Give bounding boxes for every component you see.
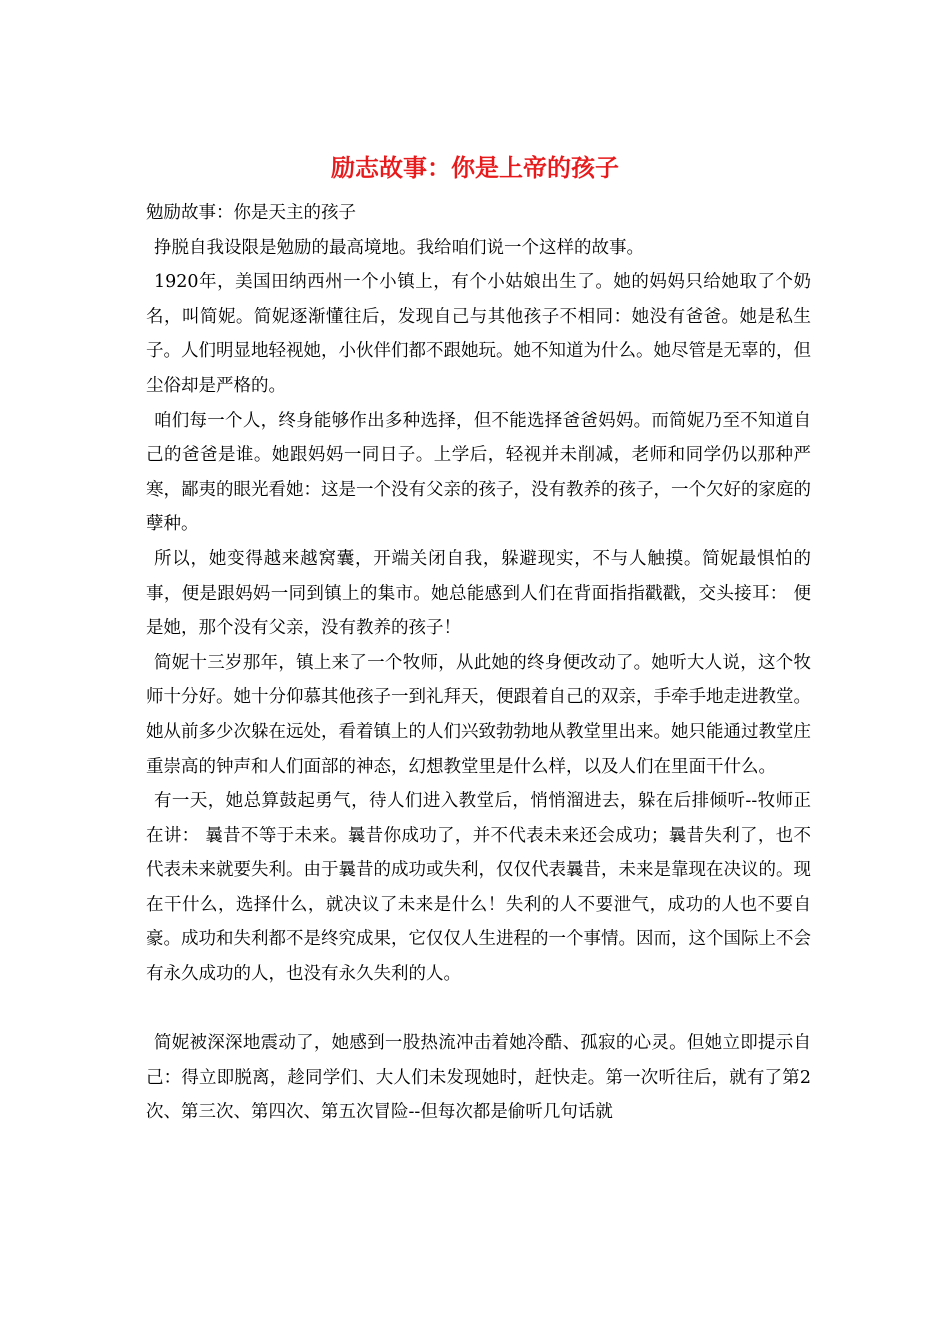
paragraph-subtitle: 勉励故事：你是天主的孩子 [146,203,356,223]
paragraph: 简妮十三岁那年，镇上来了一个牧师，从此她的终身便改动了。她听大人说，这个牧师十分好。她十分仰慕其他孩子一到礼拜天，便跟着自己的双亲，手牵手地走进教堂。她从前多少次躲在远处，看着镇上的人们兴致勃勃地从教堂里出来。她只能通过教堂庄重崇高的钟声和人们面部的神态，幻想教堂里是什么样，以及人们在里面干什么。 [146,652,811,777]
document-body [146,196,811,1130]
paragraph-spacer [146,992,811,1027]
document-title: 励志故事：你是上帝的孩子 [331,153,619,182]
paragraph: 简妮被深深地震动了，她感到一股热流冲击着她冷酷、孤寂的心灵。但她立即提示自己：得立即脱离，趁同学们、大人们未发现她时，赶快走。第一次听往后，就有了第2次、第三次、第四次、第五次冒险--但每次都是偷听几句话就 [146,1033,811,1123]
paragraph: 有一天，她总算鼓起勇气，待人们进入教堂后，悄悄溜进去，躲在后排倾听--牧师正在讲： 曩昔不等于未来。曩昔你成功了，并不代表未来还会成功；曩昔失利了，也不代表未来就要失利。由于曩昔的成功或失利，仅仅代表曩昔，未来是靠现在决议的。现在干什么，选择什么，就决议了未来是什么！失利的人不要泄气，成功的人也不要自豪。成功和失利都不是终究成果，它仅仅人生进程的一个事情。因而，这个国际上不会有永久成功的人，也没有永久失利的人。 [146,791,811,985]
paragraph: 所以，她变得越来越窝囊，开端关闭自我，躲避现实，不与人触摸。简妮最惧怕的事，便是跟妈妈一同到镇上的集市。她总能感到人们在背面指指戳戳，交头接耳： 便是她，那个没有父亲，没有教养的孩子！ [146,548,811,639]
paragraph: 1920年，美国田纳西州一个小镇上，有个小姑娘出生了。她的妈妈只给她取了个奶名，叫简妮。简妮逐渐懂往后，发现自己与其他孩子不相同：她没有爸爸。她是私生子。人们明显地轻视她，小伙伴们都不跟她玩。她不知道为什么。她尽管是无辜的，但尘俗却是严格的。 [146,272,811,396]
paragraph: 挣脱自我设限是勉励的最高境地。我给咱们说一个这样的故事。 [154,237,644,258]
paragraph: 咱们每一个人，终身能够作出多种选择，但不能选择爸爸妈妈。而简妮乃至不知道自己的爸爸是谁。她跟妈妈一同日子。上学后，轻视并未削减，老师和同学仍以那种严寒，鄙夷的眼光看她：这是一个没有父亲的孩子，没有教养的孩子，一个欠好的家庭的孽种。 [146,410,811,535]
